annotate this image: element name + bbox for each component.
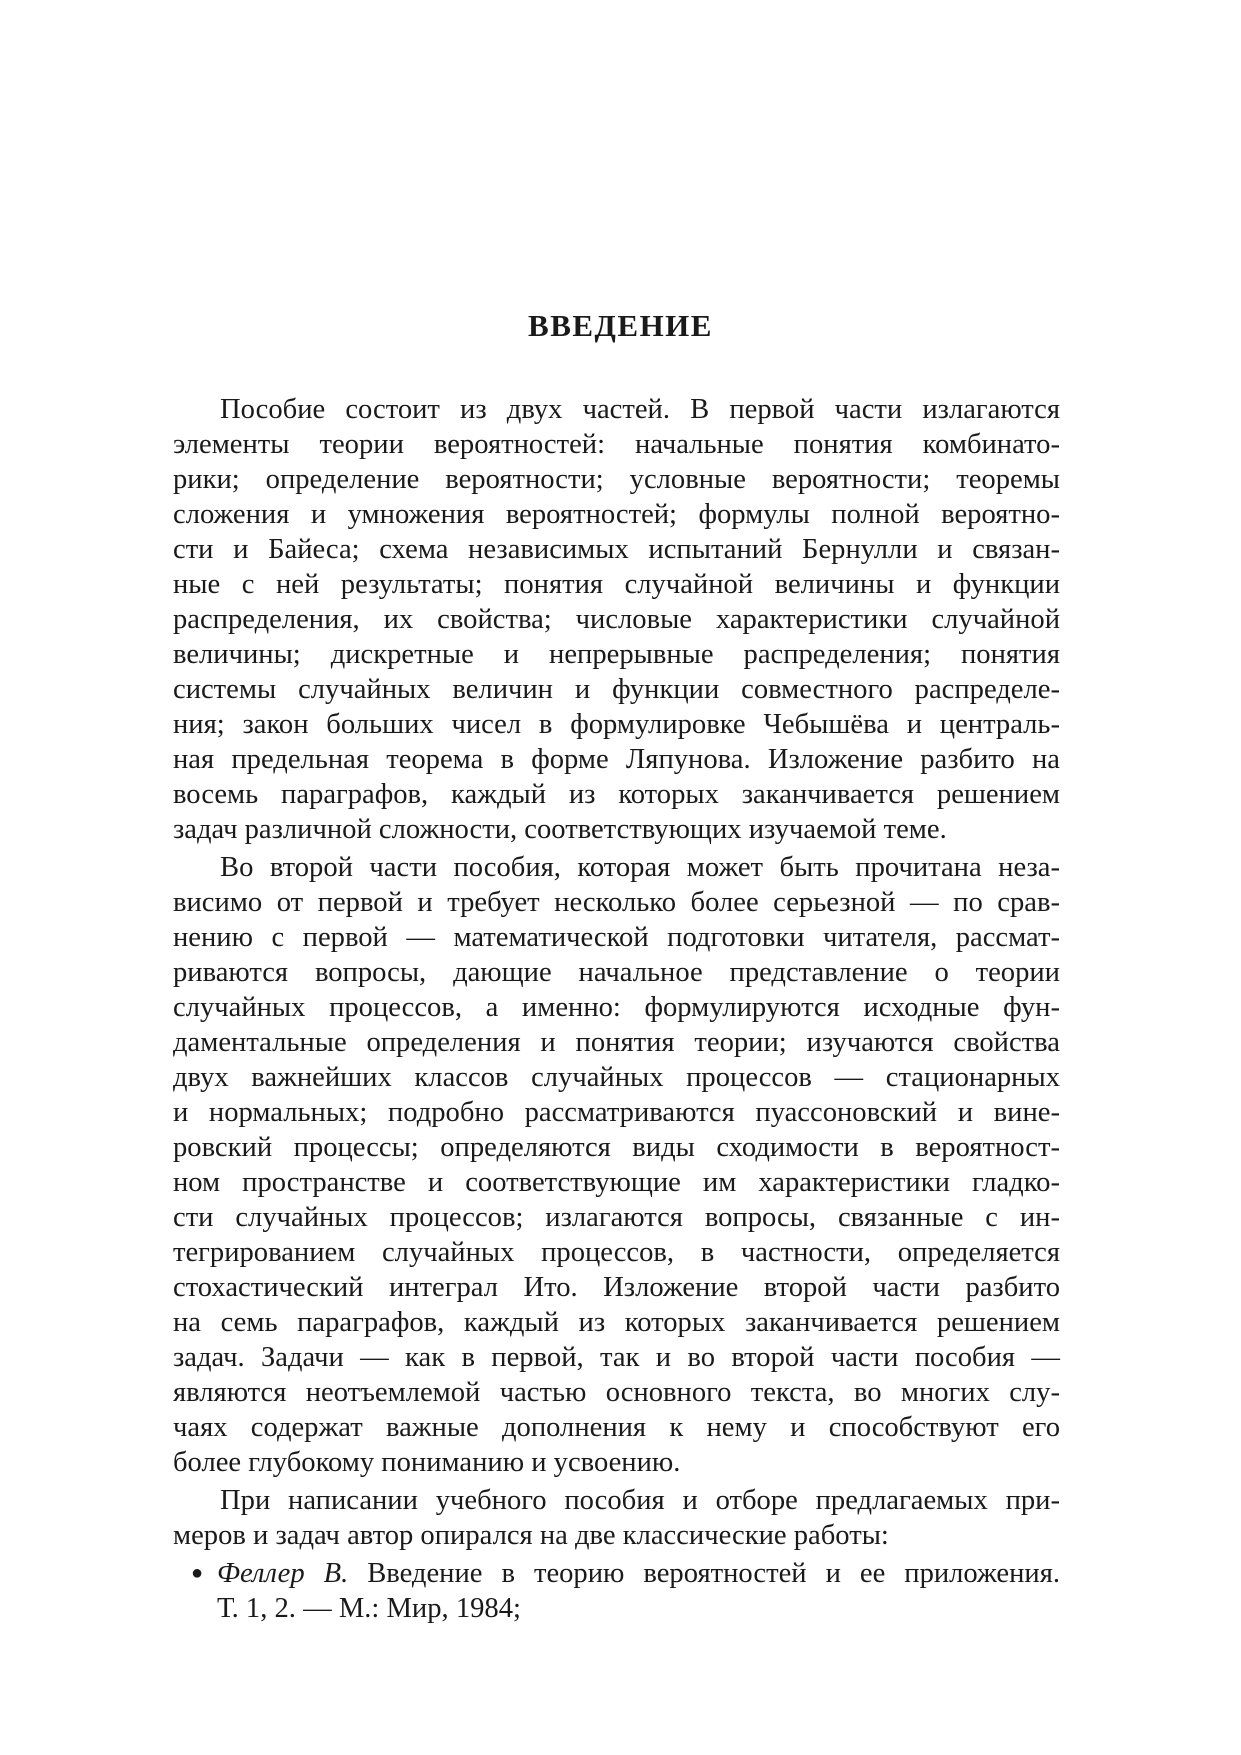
- paragraph-line: ния; закон больших чисел в формулировке Чебышёва и централь-: [173, 709, 1060, 740]
- paragraph-1: [173, 392, 1060, 847]
- paragraph-line: сти случайных процессов; излагаются вопросы, связанные с ин-: [173, 1202, 1060, 1233]
- page-title: ВВЕДЕНИЕ: [528, 308, 713, 343]
- paragraph-line: ровский процессы; определяются виды сходимости в вероятност-: [173, 1132, 1060, 1163]
- paragraph-line: При написании учебного пособия и отборе предлагаемых при-: [220, 1485, 1060, 1516]
- paragraph-line: чаях содержат важные дополнения к нему и способствуют его: [173, 1412, 1060, 1443]
- paragraph-line: восемь параграфов, каждый из которых заканчивается решением: [173, 779, 1060, 810]
- paragraph-line: элементы теории вероятностей: начальные понятия комбинато-: [173, 429, 1060, 460]
- paragraph-line: ные с ней результаты; понятия случайной величины и функции: [173, 569, 1060, 600]
- paragraph-line: риваются вопросы, дающие начальное представление о теории: [173, 957, 1060, 988]
- paragraph-2: [173, 850, 1060, 1480]
- paragraph-line: висимо от первой и требует несколько более серьезной — по срав-: [173, 887, 1060, 918]
- paragraph-line: Во второй части пособия, которая может быть прочитана неза-: [220, 852, 1060, 883]
- paragraph-line: даментальные определения и понятия теории; изучаются свойства: [173, 1027, 1060, 1058]
- paragraph-line: на семь параграфов, каждый из которых заканчивается решением: [173, 1307, 1060, 1338]
- paragraph-line: меров и задач автор опирался на две классические работы:: [173, 1520, 889, 1551]
- reference-list: [173, 1556, 1060, 1626]
- paragraph-line: случайных процессов, а именно: формулируются исходные фун-: [173, 992, 1060, 1023]
- reference-item: [173, 1556, 1060, 1591]
- paragraph-line: сти и Байеса; схема независимых испытаний Бернулли и связан-: [173, 534, 1060, 565]
- paragraph-line: нению с первой — математической подготовки читателя, рассмат-: [173, 922, 1060, 953]
- bullet-icon: ●: [191, 1562, 204, 1584]
- paragraph-line: являются неотъемлемой частью основного текста, во многих слу-: [173, 1377, 1060, 1408]
- paragraph-line: величины; дискретные и непрерывные распределения; понятия: [173, 639, 1060, 670]
- reference-item-continuation: [173, 1591, 1060, 1626]
- paragraph-line: Пособие состоит из двух частей. В первой части излагаются: [220, 394, 1060, 425]
- paragraph-line: двух важнейших классов случайных процессов — стационарных: [173, 1062, 1060, 1093]
- paragraph-line: системы случайных величин и функции совместного распределе-: [173, 674, 1060, 705]
- paragraph-line: ная предельная теорема в форме Ляпунова. Изложение разбито на: [173, 744, 1060, 775]
- paragraph-line: сложения и умножения вероятностей; формулы полной вероятно-: [173, 499, 1060, 530]
- paragraph-line: ном пространстве и соответствующие им характеристики гладко-: [173, 1167, 1060, 1198]
- paragraph-line: рики; определение вероятности; условные вероятности; теоремы: [173, 464, 1060, 495]
- paragraph-line: тегрированием случайных процессов, в частности, определяется: [173, 1237, 1060, 1268]
- reference-publication: Т. 1, 2. — М.: Мир, 1984;: [217, 1593, 521, 1624]
- paragraph-line: распределения, их свойства; числовые характеристики случайной: [173, 604, 1060, 635]
- paragraph-3: [173, 1483, 1060, 1553]
- paragraph-line: стохастический интеграл Ито. Изложение второй части разбито: [173, 1272, 1060, 1303]
- paragraph-line: задач. Задачи — как в первой, так и во второй части пособия —: [173, 1342, 1060, 1373]
- reference-line: [217, 1556, 1060, 1591]
- paragraph-line: и нормальных; подробно рассматриваются пуассоновский и вине-: [173, 1097, 1060, 1128]
- paragraph-line: более глубокому пониманию и усвоению.: [173, 1447, 681, 1478]
- reference-title: Введение в теорию вероятностей и ее приложения.: [348, 1558, 1060, 1589]
- paragraph-line: задач различной сложности, соответствующих изучаемой теме.: [173, 814, 947, 845]
- reference-author: Феллер В.: [217, 1558, 349, 1589]
